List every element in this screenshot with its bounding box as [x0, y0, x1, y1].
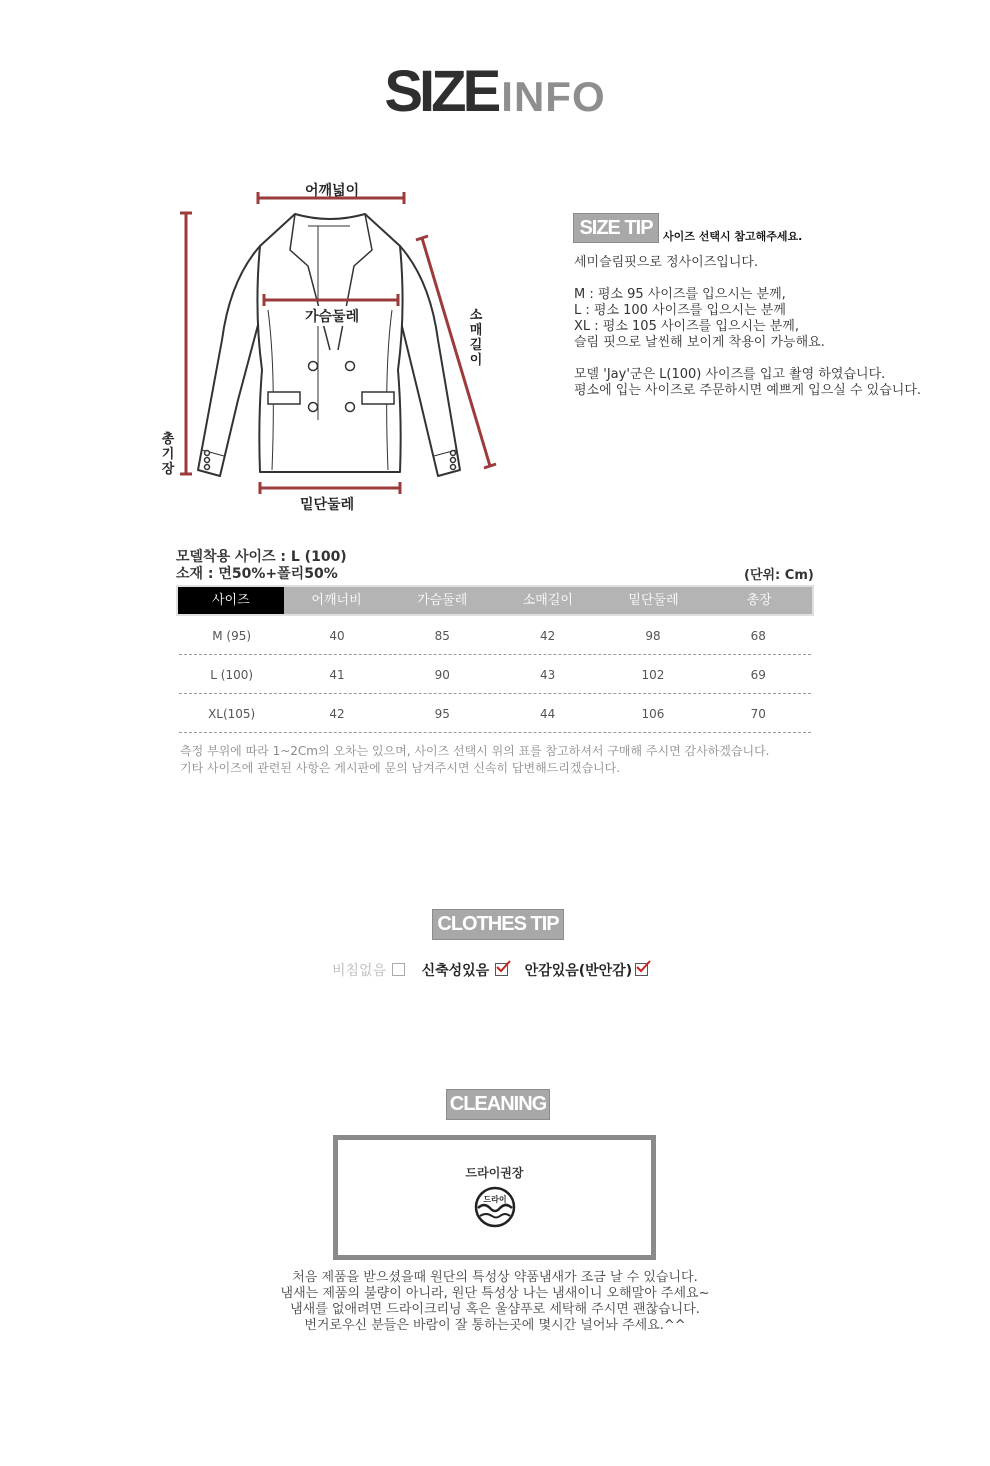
title-main: SIZE: [384, 59, 498, 124]
cleaning-line: 냄새를 없애려면 드라이크리닝 혹은 울샴푸로 세탁해 주시면 괜찮습니다.: [290, 1302, 700, 1317]
size-table: [176, 585, 814, 733]
left-pocket: [268, 392, 300, 404]
table-cell: 41: [329, 668, 345, 682]
size-tip-line: 슬림 핏으로 날씬해 보이게 착용이 가능해요.: [574, 335, 825, 350]
table-cell: 98: [645, 629, 661, 643]
table-cell: 42: [329, 707, 345, 721]
cleaning-notes: [0, 1270, 990, 1334]
size-tip-caption: 사이즈 선택시 참고해주세요.: [663, 230, 803, 243]
size-tip-line: 세미슬림핏으로 정사이즈입니다.: [574, 255, 759, 270]
cleaning-line: 처음 제품을 받으셨을때 원단의 특성상 약품냄새가 조금 날 수 있습니다.: [292, 1270, 698, 1285]
checked-box-icon: [495, 963, 508, 976]
hem-label: 밑단둘레: [300, 497, 355, 513]
table-row: [179, 616, 811, 655]
note-line: 측정 부위에 따라 1~2Cm의 오차는 있으며, 사이즈 선택시 위의 표를 참고하셔서 구매해 주시면 감사하겠습니다.: [180, 744, 770, 758]
header-cell: 가슴둘레: [417, 593, 468, 608]
material: 소재 : 면50%+폴리50%: [176, 566, 338, 582]
left-sleeve: [198, 246, 262, 476]
header-cell: 사이즈: [178, 587, 284, 614]
title-sub: INFO: [501, 73, 606, 120]
header-cell: 밑단둘레: [628, 593, 679, 608]
table-cell: 68: [750, 629, 766, 643]
right-pocket: [362, 392, 394, 404]
option-stretch: [422, 960, 509, 980]
size-tip-line: XL : 평소 105 사이즈를 입으시는 분께,: [574, 319, 799, 334]
dry-clean-title: 드라이권장: [465, 1166, 524, 1180]
size-tip-line: [574, 351, 921, 367]
dry-clean-icon: [474, 1186, 516, 1228]
size-tip-line: [574, 271, 921, 287]
table-cell: 85: [434, 629, 450, 643]
chest-label: 가슴둘레: [305, 306, 359, 326]
option-label: 안감있음(반안감): [524, 963, 633, 979]
table-row: [179, 694, 811, 733]
note-line: 기타 사이즈에 관련된 사항은 게시판에 문의 남겨주시면 신속히 답변해드리겠습니다.: [180, 761, 621, 775]
cleaning-box: [333, 1135, 656, 1260]
table-header: [176, 585, 814, 616]
size-tip-line: 모델 'Jay'군은 L(100) 사이즈를 입고 촬영 하였습니다.: [574, 367, 886, 382]
table-cell: 40: [329, 629, 345, 643]
option-no-sheer: [332, 960, 405, 980]
table-cell: 102: [641, 668, 665, 682]
unchecked-box-icon: [392, 963, 405, 976]
page-title: [0, 58, 990, 125]
size-tip-line: L : 평소 100 사이즈를 입으시는 분께: [574, 303, 786, 318]
table-row: [179, 655, 811, 694]
table-cell: M (95): [212, 629, 252, 643]
table-cell: 70: [750, 707, 766, 721]
size-tip-text: [574, 255, 921, 399]
jacket-body: [257, 214, 402, 472]
sleeve-label: 소매길이: [469, 308, 483, 368]
cleaning-line: 냄새는 제품의 불량이 아니라, 원단 특성상 나는 냄새이니 오해말아 주세요~: [280, 1286, 710, 1301]
shoulder-label: 어깨넓이: [305, 183, 360, 199]
clothes-tip-badge: CLOTHES TIP: [432, 909, 564, 940]
cleaning-badge: CLEANING: [446, 1089, 550, 1120]
table-cell: 106: [641, 707, 665, 721]
model-info: [176, 549, 347, 583]
size-tip-line: 평소에 입는 사이즈로 주문하시면 예쁘게 입으실 수 있습니다.: [574, 383, 922, 398]
table-cell: 90: [434, 668, 450, 682]
dry-icon-text: 드라이: [483, 1195, 507, 1204]
table-cell: 44: [540, 707, 556, 721]
total-length-label: 총기장: [161, 432, 175, 477]
header-cell: 소매길이: [522, 593, 573, 608]
right-sleeve: [398, 246, 460, 476]
header-cell: 총장: [746, 593, 772, 608]
size-tip-line: M : 평소 95 사이즈를 입으시는 분께,: [574, 287, 786, 302]
table-cell: 69: [750, 668, 766, 682]
cleaning-line: 번거로우신 분들은 바람이 잘 통하는곳에 몇시간 널어놔 주세요.^^: [304, 1318, 686, 1333]
table-cell: XL(105): [208, 707, 256, 721]
table-cell: 95: [434, 707, 450, 721]
unit-label: (단위: Cm): [744, 568, 814, 583]
measurement-notes: [180, 743, 769, 777]
header-cell: 어깨너비: [311, 593, 362, 608]
table-cell: 42: [540, 629, 556, 643]
size-tip-badge: SIZE TIP: [573, 213, 659, 243]
option-lining: [525, 960, 648, 980]
option-label: 신축성있음: [421, 963, 490, 979]
model-size: 모델착용 사이즈 : L (100): [176, 549, 347, 565]
option-label: 비침없음: [332, 963, 387, 979]
checked-box-icon: [635, 963, 648, 976]
table-cell: 43: [540, 668, 556, 682]
table-cell: L (100): [210, 668, 254, 682]
clothes-options: [326, 960, 654, 980]
